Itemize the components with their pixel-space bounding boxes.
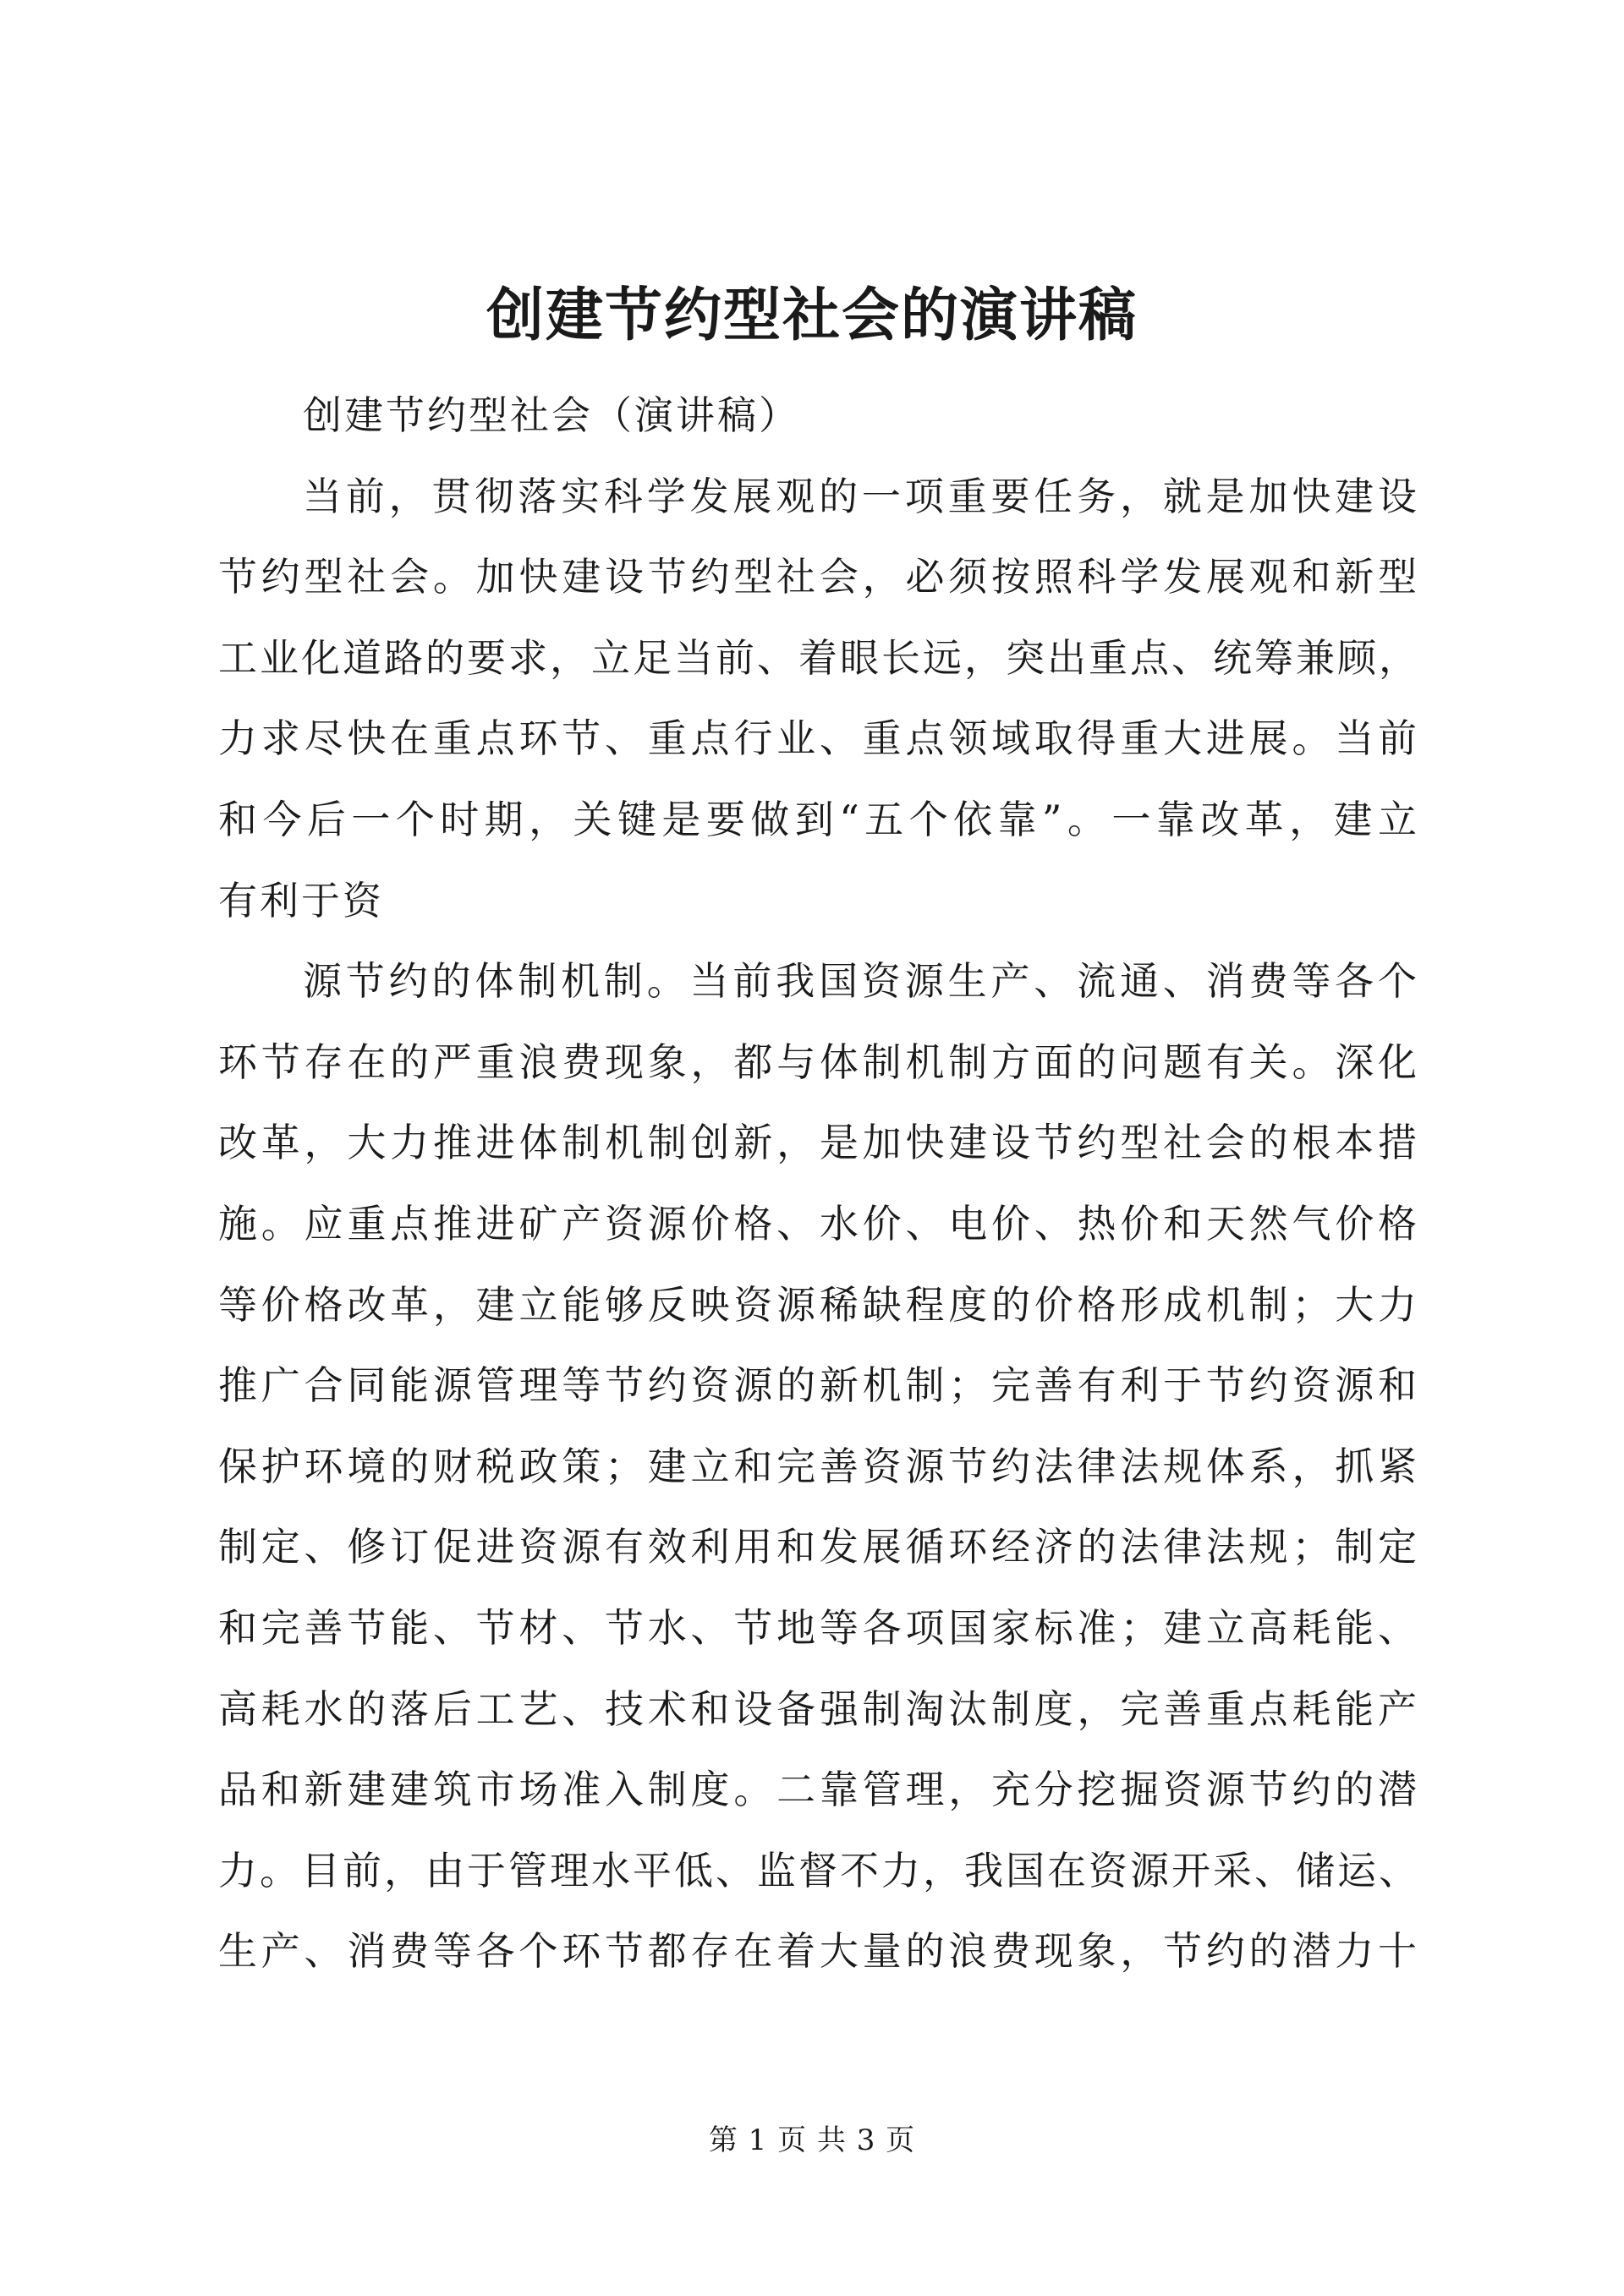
paragraph-line: 环节存在的严重浪费现象，都与体制机制方面的问题有关。深化 xyxy=(218,1038,1419,1085)
paragraph-line: 有利于资 xyxy=(218,877,384,923)
page-footer: 第 1 页 共 3 页 xyxy=(708,2123,916,2157)
paragraph-line: 施。应重点推进矿产资源价格、水价、电价、热价和天然气价格 xyxy=(218,1200,1419,1247)
paragraph-line: 和今后一个时期，关键是要做到“五个依靠”。一靠改革，建立 xyxy=(218,796,1419,842)
document-body xyxy=(218,375,1419,1992)
paragraph-line: 源节约的体制机制。当前我国资源生产、流通、消费等各个 xyxy=(303,958,1419,1005)
paragraph-line: 等价格改革，建立能够反映资源稀缺程度的价格形成机制；大力 xyxy=(218,1281,1419,1328)
paragraph-line: 制定、修订促进资源有效利用和发展循环经济的法律法规；制定 xyxy=(218,1524,1419,1570)
paragraph-line: 和完善节能、节材、节水、节地等各项国家标准；建立高耗能、 xyxy=(218,1604,1419,1651)
paragraph-line: 当前，贯彻落实科学发展观的一项重要任务，就是加快建设 xyxy=(303,473,1419,519)
paragraph-line: 力。目前，由于管理水平低、监督不力，我国在资源开采、储运、 xyxy=(218,1847,1420,1893)
paragraph-line: 品和新建建筑市场准入制度。二靠管理，充分挖掘资源节约的潜 xyxy=(218,1767,1419,1813)
paragraph-line: 推广合同能源管理等节约资源的新机制；完善有利于节约资源和 xyxy=(218,1362,1419,1409)
paragraph-line: 保护环境的财税政策；建立和完善资源节约法律法规体系，抓紧 xyxy=(218,1443,1419,1489)
paragraph-line: 力求尽快在重点环节、重点行业、重点领域取得重大进展。当前 xyxy=(218,715,1419,762)
paragraph-line: 生产、消费等各个环节都存在着大量的浪费现象，节约的潜力十 xyxy=(218,1928,1419,1975)
paragraph-line: 改革，大力推进体制机制创新，是加快建设节约型社会的根本措 xyxy=(218,1120,1419,1166)
document-title: 创建节约型社会的演讲稿 xyxy=(486,282,1138,349)
subtitle-line: 创建节约型社会（演讲稿） xyxy=(303,392,800,438)
paragraph-line: 节约型社会。加快建设节约型社会，必须按照科学发展观和新型 xyxy=(218,554,1419,600)
paragraph-line: 高耗水的落后工艺、技术和设备强制淘汰制度，完善重点耗能产 xyxy=(218,1685,1419,1732)
paragraph-line: 工业化道路的要求，立足当前、着眼长远，突出重点、统筹兼顾， xyxy=(218,634,1420,681)
